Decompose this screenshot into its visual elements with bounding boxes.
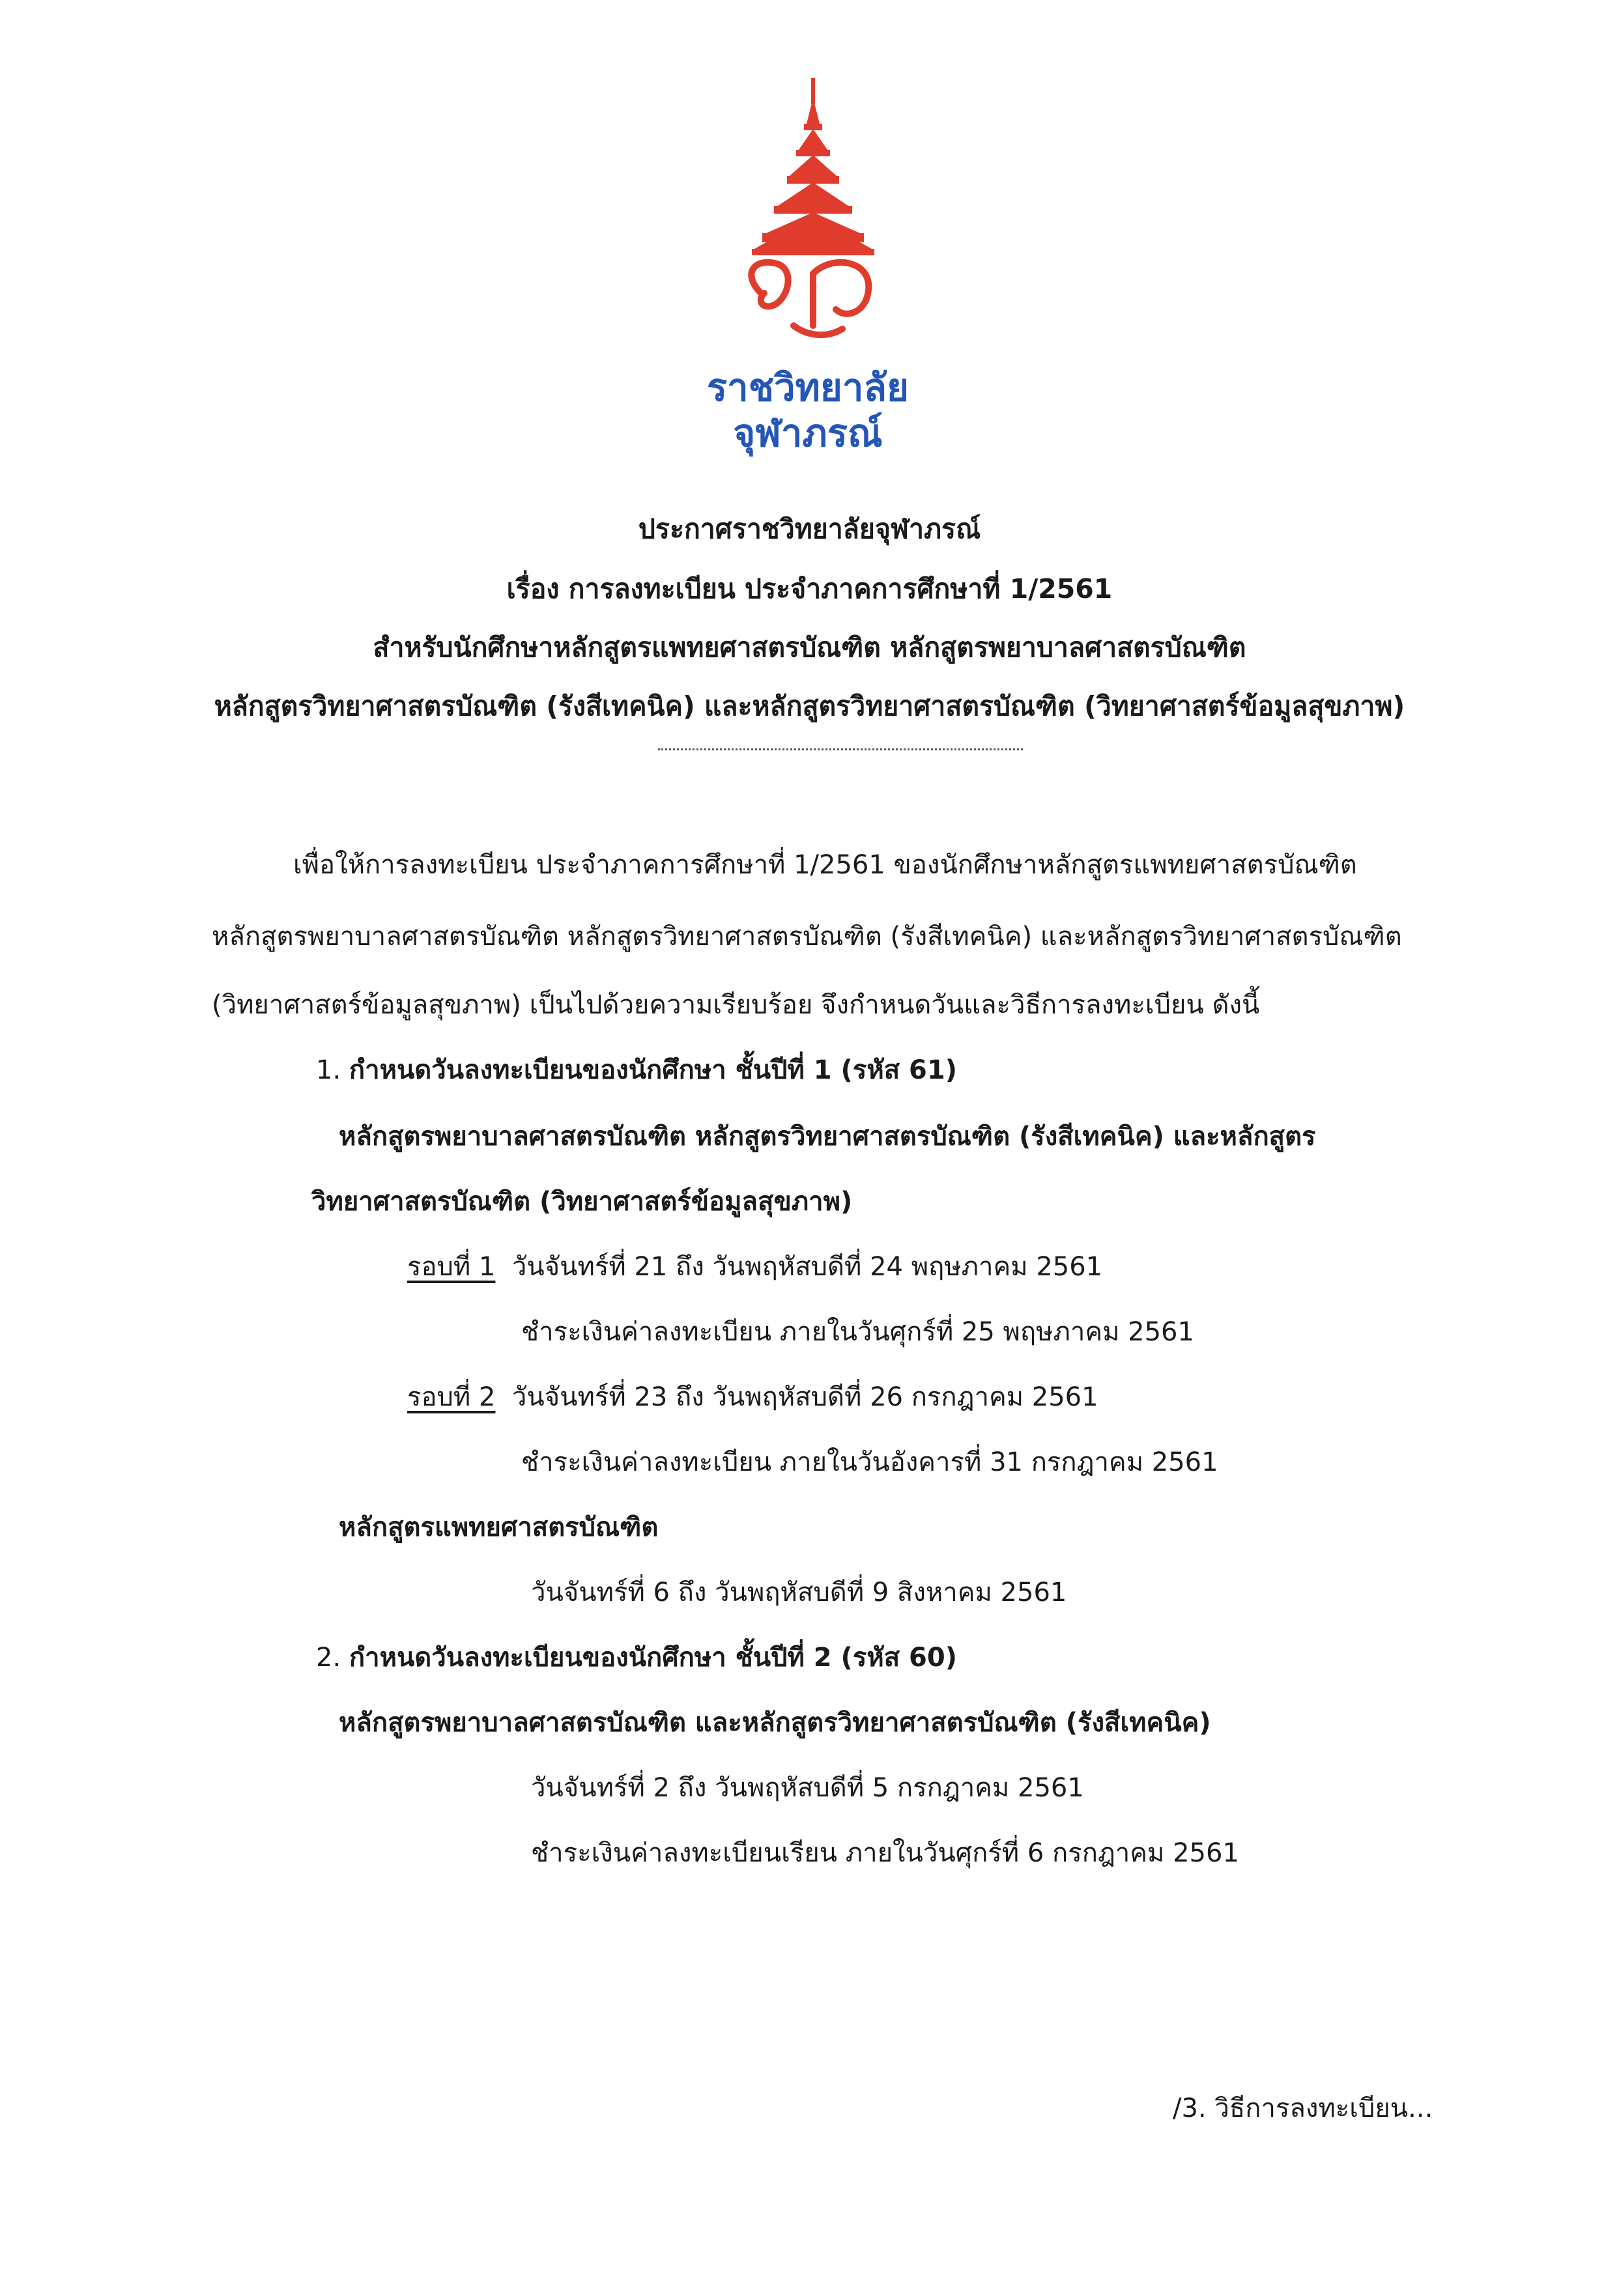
- announcement-target-line1: สำหรับนักศึกษาหลักสูตรแพทยศาสตรบัณฑิต หลักสูตรพยาบาลศาสตรบัณฑิต: [373, 632, 1246, 663]
- medical-program-heading: หลักสูตรแพทยศาสตรบัณฑิต: [339, 1512, 659, 1542]
- round2-payment: ชำระเงินค่าลงทะเบียน ภายในวันอังคารที่ 31 กรกฎาคม 2561: [521, 1447, 1218, 1477]
- round2-label: รอบที่ 2: [407, 1382, 496, 1412]
- logo-text-line2: จุฬาภรณ์: [733, 411, 883, 455]
- intro-line-2: หลักสูตรพยาบาลศาสตรบัณฑิต หลักสูตรวิทยาศาสตรบัณฑิต (รังสีเทคนิค) และหลักสูตรวิทยาศาสตรบัณฑิต: [212, 922, 1402, 952]
- college-emblem-icon: [715, 78, 911, 345]
- section1-programs-line1: หลักสูตรพยาบาลศาสตรบัณฑิต หลักสูตรวิทยาศาสตรบัณฑิต (รังสีเทคนิค) และหลักสูตร: [339, 1122, 1316, 1152]
- round1-payment: ชำระเงินค่าลงทะเบียน ภายในวันศุกร์ที่ 25 พฤษภาคม 2561: [521, 1317, 1194, 1347]
- round2-row: [407, 1376, 1098, 1417]
- section1-heading: [316, 1049, 957, 1090]
- section2-payment: ชำระเงินค่าลงทะเบียนเรียน ภายในวันศุกร์ที่ 6 กรกฎาคม 2561: [531, 1838, 1239, 1868]
- medical-program-dates: วันจันทร์ที่ 6 ถึง วันพฤหัสบดีที่ 9 สิงหาคม 2561: [531, 1578, 1067, 1608]
- section1-programs-line2: วิทยาศาสตรบัณฑิต (วิทยาศาสตร์ข้อมูลสุขภาพ): [311, 1187, 853, 1217]
- logo-text-line1: ราชวิทยาลัย: [707, 365, 909, 410]
- section2-heading: [316, 1636, 957, 1678]
- section2-dates: วันจันทร์ที่ 2 ถึง วันพฤหัสบดีที่ 5 กรกฎาคม 2561: [531, 1773, 1084, 1803]
- round2-dates: วันจันทร์ที่ 23 ถึง วันพฤหัสบดีที่ 26 กรกฎาคม 2561: [511, 1382, 1098, 1412]
- section2-programs: หลักสูตรพยาบาลศาสตรบัณฑิต และหลักสูตรวิทยาศาสตรบัณฑิต (รังสีเทคนิค): [339, 1708, 1211, 1738]
- page-continuation-note: /3. วิธีการลงทะเบียน...: [1173, 2093, 1433, 2123]
- round1-row: [407, 1245, 1102, 1287]
- intro-line-1: เพื่อให้การลงทะเบียน ประจำภาคการศึกษาที่ 1/2561 ของนักศึกษาหลักสูตรแพทยศาสตรบัณฑิต: [293, 850, 1357, 880]
- section1-number: 1.: [316, 1055, 341, 1085]
- title-divider: [658, 748, 1023, 750]
- section2-heading-text: กำหนดวันลงทะเบียนของนักศึกษา ชั้นปีที่ 2 (รหัส 60): [349, 1643, 957, 1673]
- announcement-target-line2: หลักสูตรวิทยาศาสตรบัณฑิต (รังสีเทคนิค) และหลักสูตรวิทยาศาสตรบัณฑิต (วิทยาศาสตร์ข้อมูลสุขภาพ): [214, 690, 1405, 722]
- intro-line-3: (วิทยาศาสตร์ข้อมูลสุขภาพ) เป็นไปด้วยความเรียบร้อย จึงกำหนดวันและวิธีการลงทะเบียน ดังนี้: [212, 990, 1260, 1020]
- section2-number: 2.: [316, 1643, 341, 1673]
- round1-dates: วันจันทร์ที่ 21 ถึง วันพฤหัสบดีที่ 24 พฤษภาคม 2561: [511, 1252, 1103, 1282]
- announcement-title: ประกาศราชวิทยาลัยจุฬาภรณ์: [638, 513, 981, 545]
- round1-label: รอบที่ 1: [407, 1252, 496, 1282]
- section1-heading-text: กำหนดวันลงทะเบียนของนักศึกษา ชั้นปีที่ 1 (รหัส 61): [349, 1055, 957, 1085]
- announcement-subject: เรื่อง การลงทะเบียน ประจำภาคการศึกษาที่ 1/2561: [506, 573, 1113, 604]
